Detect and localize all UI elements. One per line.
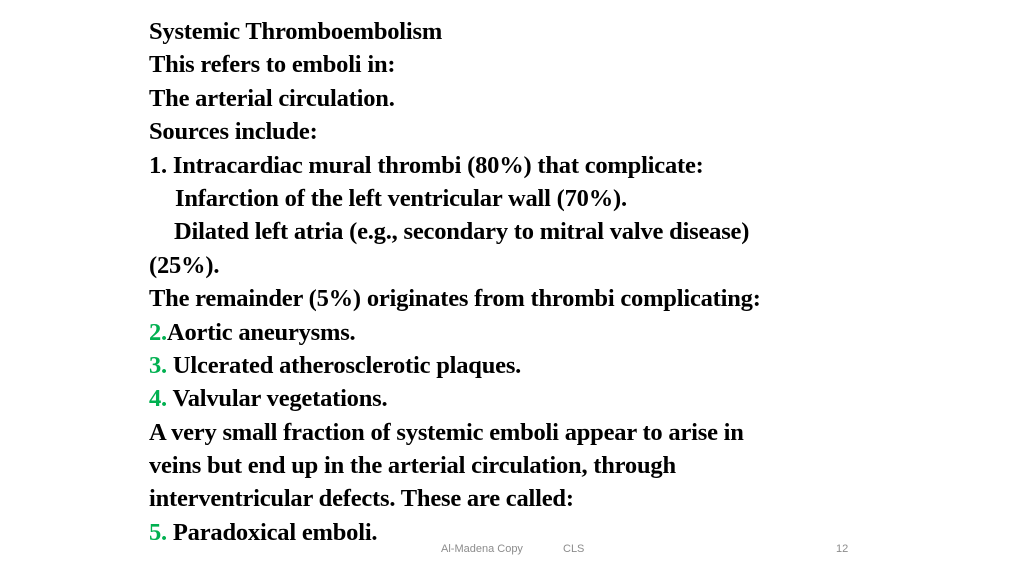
text-line: (25%).	[149, 251, 220, 279]
slide-number: 12	[836, 543, 849, 555]
item-number: 3.	[149, 351, 167, 379]
text-line: The arterial circulation.	[149, 84, 395, 112]
text-line: Sources include:	[149, 118, 318, 146]
slide-title: Systemic Thromboembolism	[149, 18, 443, 45]
slide-body	[149, 15, 1009, 549]
text-line: veins but end up in the arterial circulation, through	[149, 452, 676, 480]
text-line: This refers to emboli in:	[149, 51, 396, 79]
text-line: A very small fraction of systemic emboli appear to arise in	[149, 418, 744, 446]
item-text: Aortic aneurysms.	[166, 318, 356, 346]
text-line-indented: Infarction of the left ventricular wall (70%).	[175, 184, 627, 212]
numbered-item	[149, 382, 1009, 415]
item-text: Valvular vegetations.	[172, 385, 388, 413]
item-number: 4.	[149, 385, 167, 413]
numbered-item	[149, 316, 1009, 349]
footer-source: Al-Madena Copy	[441, 543, 523, 555]
text-line: interventricular defects. These are called:	[149, 485, 574, 513]
item-number: 5.	[149, 518, 167, 546]
footer-label: CLS	[563, 543, 585, 555]
text-line-indented: Dilated left atria (e.g., secondary to mitral valve disease)	[174, 218, 750, 246]
text-line: 1. Intracardiac mural thrombi (80%) that complicate:	[149, 151, 704, 179]
text-line: The remainder (5%) originates from thrombi complicating:	[149, 285, 761, 313]
item-text: Paradoxical emboli.	[172, 518, 378, 546]
item-number: 2.	[149, 318, 167, 346]
numbered-item	[149, 349, 1009, 382]
item-text: Ulcerated atherosclerotic plaques.	[172, 351, 522, 379]
